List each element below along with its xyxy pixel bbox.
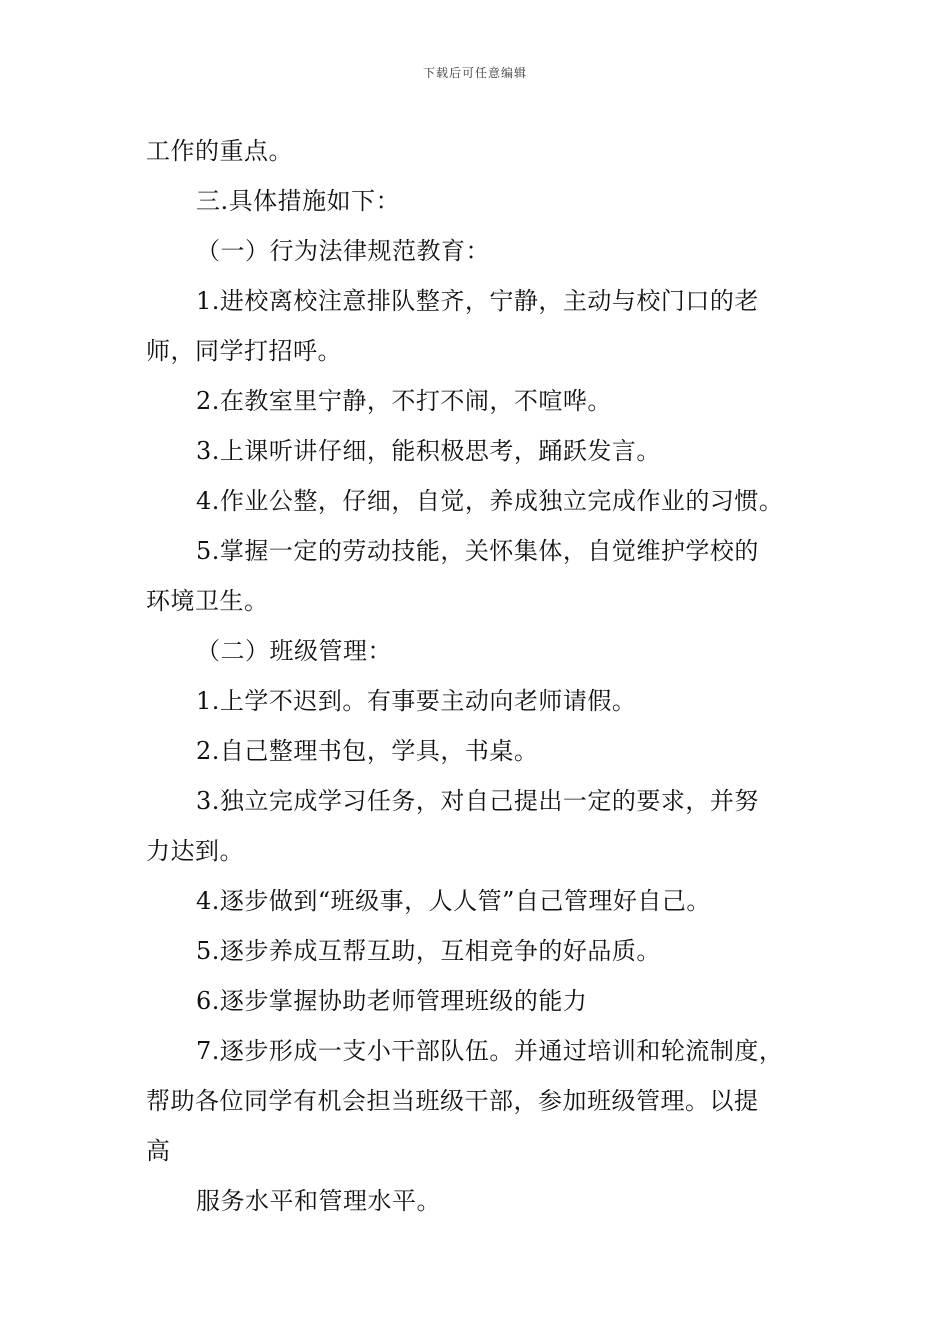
text-line: 工作的重点。	[146, 137, 293, 165]
list-item: 2.在教室里宁静，不打不闹，不喧哗。	[196, 387, 612, 415]
text-line: 师，同学打招呼。	[146, 337, 342, 365]
document-body	[0, 124, 950, 1284]
list-item: 1.上学不迟到。有事要主动向老师请假。	[196, 687, 637, 715]
text-line: 高	[146, 1137, 171, 1165]
text-line: 环境卫生。	[146, 587, 269, 615]
list-item: 3.上课听讲仔细，能积极思考，踊跃发言。	[196, 437, 661, 465]
list-item: 3.独立完成学习任务，对自己提出一定的要求，并努	[196, 787, 759, 815]
list-item: 1.进校离校注意排队整齐，宁静，主动与校门口的老	[196, 287, 759, 315]
section-heading: 三.具体措施如下：	[196, 187, 401, 215]
list-item: 4.逐步做到“班级事，人人管”自己管理好自己。	[196, 887, 711, 915]
list-item: 5.掌握一定的劳动技能，关怀集体，自觉维护学校的	[196, 537, 759, 565]
list-item: 2.自己整理书包，学具，书桌。	[196, 737, 539, 765]
list-item: 6.逐步掌握协助老师管理班级的能力	[196, 987, 588, 1015]
text-line: 服务水平和管理水平。	[196, 1187, 441, 1215]
text-line: 帮助各位同学有机会担当班级干部，参加班级管理。以提	[146, 1087, 759, 1115]
text-line: 力达到。	[146, 837, 244, 865]
list-item: 7.逐步形成一支小干部队伍。并通过培训和轮流制度，	[196, 1037, 784, 1065]
subsection-heading: （一）行为法律规范教育：	[196, 237, 490, 265]
list-item: 4.作业公整，仔细，自觉，养成独立完成作业的习惯。	[196, 487, 784, 515]
list-item: 5.逐步养成互帮互助，互相竞争的好品质。	[196, 937, 661, 965]
subsection-heading: （二）班级管理：	[196, 637, 392, 665]
page-header-note: 下载后可任意编辑	[422, 66, 527, 80]
